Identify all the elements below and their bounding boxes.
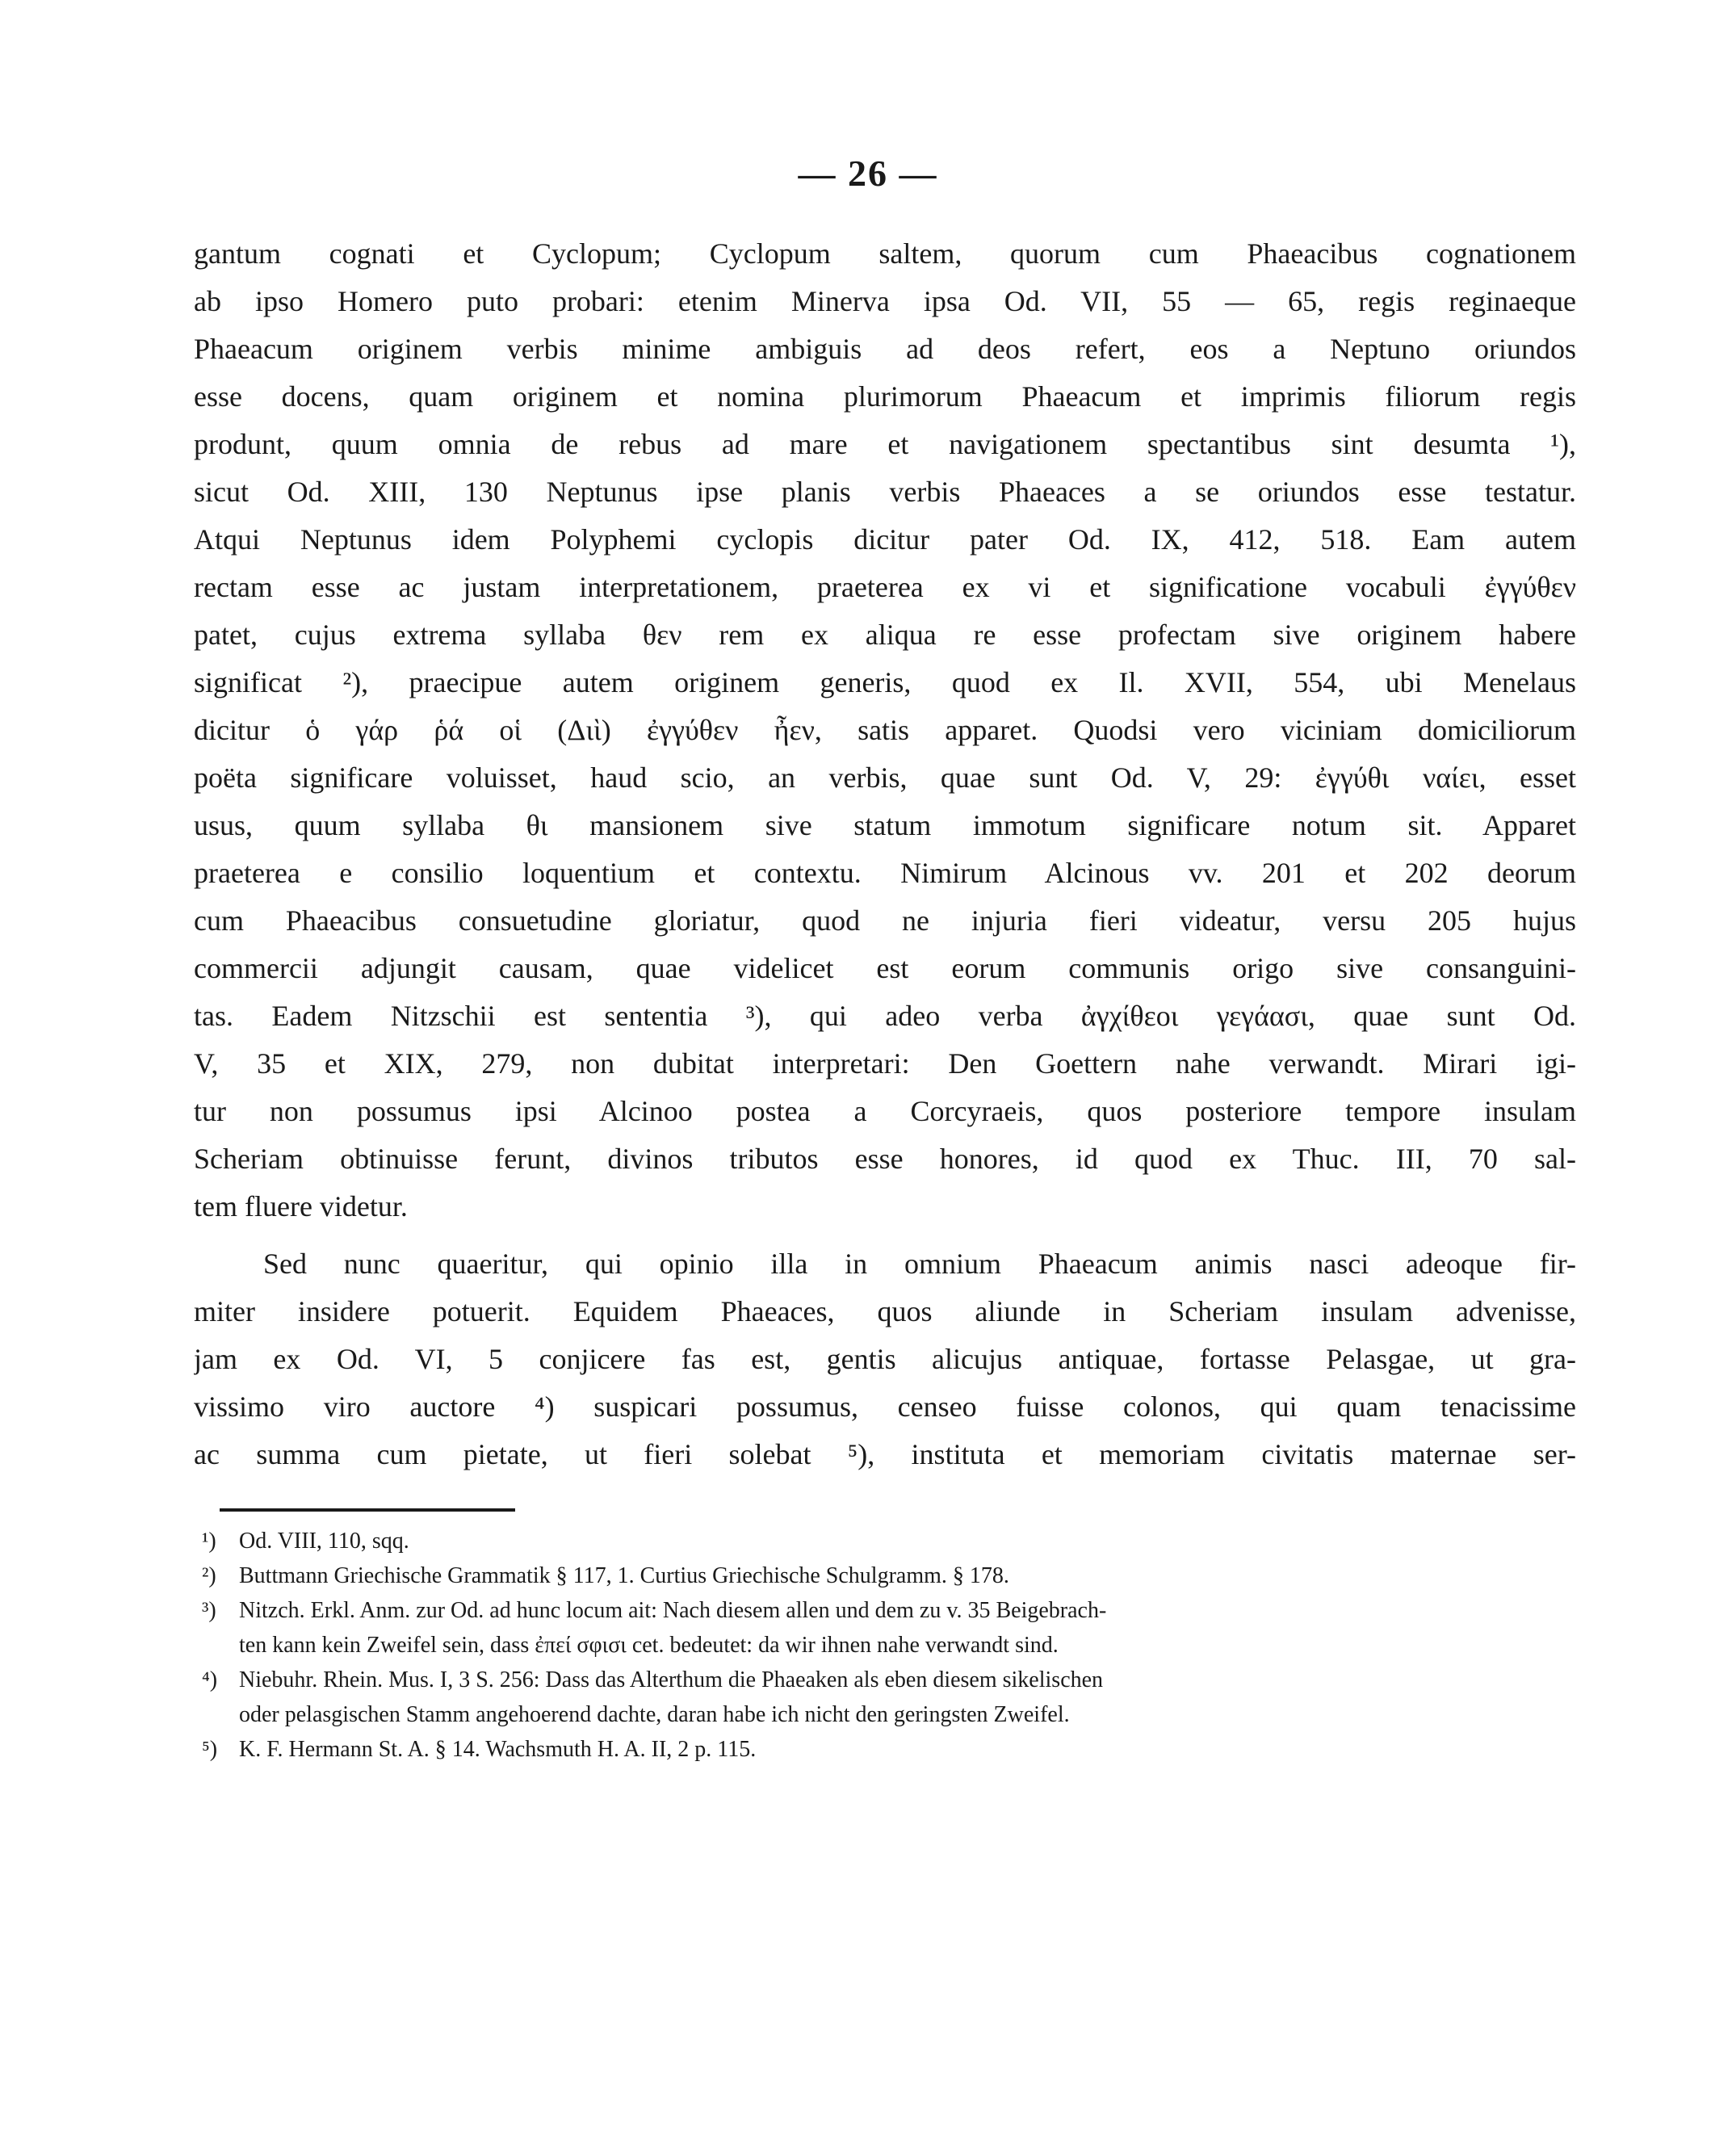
text-line: usus, quum syllaba θι mansionem sive statum immotum significare notum sit. Apparet (194, 809, 1576, 841)
text-line: significat ²), praecipue autem originem generis, quod ex Il. XVII, 554, ubi Menelaus (194, 666, 1576, 698)
text-line: commercii adjungit causam, quae videlicet est eorum communis origo sive consanguini- (194, 952, 1576, 984)
footnote-separator-rule (220, 1508, 515, 1512)
footnotes (202, 1524, 1576, 1767)
footnote-marker: ⁴) (202, 1667, 218, 1692)
text-line: ac summa cum pietate, ut fieri solebat ⁵), instituta et memoriam civitatis maternae ser- (194, 1438, 1576, 1470)
text-line: Sed nunc quaeritur, qui opinio illa in omnium Phaeacum animis nasci adeoque fir- (263, 1248, 1576, 1280)
footnote-line (202, 1732, 1576, 1767)
text-line: rectam esse ac justam interpretationem, praeterea ex vi et significatione vocabuli ἐγγύθεν (194, 571, 1576, 603)
footnote-text: Od. VIII, 110, sqq. (239, 1529, 409, 1554)
footnote-line (202, 1663, 1576, 1697)
footnote-marker: ³) (202, 1598, 216, 1623)
text-line: dicitur ὁ γάρ ῥά οἱ (Διὶ) ἐγγύθεν ἦεν, satis apparet. Quodsi vero viciniam domiciliorum (194, 714, 1576, 746)
paragraph-1 (194, 230, 1576, 1231)
body-text (194, 230, 1576, 1478)
paragraph-2 (194, 1240, 1576, 1478)
text-line: ab ipso Homero puto probari: etenim Minerva ipsa Od. VII, 55 — 65, regis reginaeque (194, 285, 1576, 317)
text-line: tem fluere videtur. (194, 1190, 408, 1223)
footnote-marker: ¹) (202, 1529, 216, 1554)
footnote-text: K. F. Hermann St. A. § 14. Wachsmuth H. A. II, 2 p. 115. (239, 1737, 757, 1762)
footnote-3 (202, 1593, 1576, 1663)
text-line: V, 35 et XIX, 279, non dubitat interpretari: Den Goettern nahe verwandt. Mirari igi- (194, 1047, 1576, 1080)
text-line: patet, cujus extrema syllaba θεν rem ex aliqua re esse profectam sive originem habere (194, 619, 1576, 651)
text-line: Phaeacum originem verbis minime ambiguis ad deos refert, eos a Neptuno oriundos (194, 333, 1576, 365)
footnote-line: oder pelasgischen Stamm angehoerend dachte, daran habe ich nicht den geringsten Zweifel. (239, 1702, 1070, 1727)
text-line: vissimo viro auctore ⁴) suspicari possumus, censeo fuisse colonos, qui quam tenacissime (194, 1390, 1576, 1423)
footnote-line: ten kann kein Zweifel sein, dass ἐπεί σφισι cet. bedeutet: da wir ihnen nahe verwandt sind. (239, 1633, 1059, 1658)
text-line: jam ex Od. VI, 5 conjicere fas est, gentis alicujus antiquae, fortasse Pelasgae, ut gra- (194, 1343, 1576, 1375)
text-line: esse docens, quam originem et nomina plurimorum Phaeacum et imprimis filiorum regis (194, 380, 1576, 413)
text-line: praeterea e consilio loquentium et contextu. Nimirum Alcinous vv. 201 et 202 deorum (194, 857, 1576, 889)
text-line: sicut Od. XIII, 130 Neptunus ipse planis verbis Phaeaces a se oriundos esse testatur. (194, 476, 1576, 508)
footnote-text: Nitzch. Erkl. Anm. zur Od. ad hunc locum ait: Nach diesem allen und dem zu v. 35 Beigebrach- (239, 1598, 1107, 1623)
footnote-line (202, 1524, 1576, 1558)
paragraph-gap (194, 1231, 1576, 1240)
footnote-text: Buttmann Griechische Grammatik § 117, 1. Curtius Griechische Schulgramm. § 178. (239, 1563, 1009, 1588)
text-line: produnt, quum omnia de rebus ad mare et navigationem spectantibus sint desumta ¹), (194, 428, 1576, 460)
footnote-2 (202, 1558, 1576, 1593)
footnote-line (202, 1558, 1576, 1593)
footnote-5 (202, 1732, 1576, 1767)
text-line: Scheriam obtinuisse ferunt, divinos tributos esse honores, id quod ex Thuc. III, 70 sal- (194, 1143, 1576, 1175)
text-line: tas. Eadem Nitzschii est sententia ³), qui adeo verba ἀγχίθεοι γεγάασι, quae sunt Od. (194, 1000, 1576, 1032)
footnote-text: Niebuhr. Rhein. Mus. I, 3 S. 256: Dass das Alterthum die Phaeaken als eben diesem sikelischen (239, 1667, 1104, 1692)
text-line: tur non possumus ipsi Alcinoo postea a Corcyraeis, quos posteriore tempore insulam (194, 1095, 1576, 1127)
footnote-marker: ²) (202, 1563, 216, 1588)
footnote-line (202, 1593, 1576, 1628)
text-line: miter insidere potuerit. Equidem Phaeaces, quos aliunde in Scheriam insulam advenisse, (194, 1295, 1576, 1327)
text-line: poëta significare voluisset, haud scio, an verbis, quae sunt Od. V, 29: ἐγγύθι ναίει, esset (194, 761, 1576, 794)
footnote-marker: ⁵) (202, 1737, 218, 1762)
page-number: — 26 — (798, 153, 938, 194)
text-line: gantum cognati et Cyclopum; Cyclopum saltem, quorum cum Phaeacibus cognationem (194, 237, 1576, 270)
footnote-1 (202, 1524, 1576, 1558)
footnote-4 (202, 1663, 1576, 1732)
text-line: Atqui Neptunus idem Polyphemi cyclopis dicitur pater Od. IX, 412, 518. Eam autem (194, 523, 1576, 556)
text-line: cum Phaeacibus consuetudine gloriatur, quod ne injuria fieri videatur, versu 205 hujus (194, 904, 1576, 937)
